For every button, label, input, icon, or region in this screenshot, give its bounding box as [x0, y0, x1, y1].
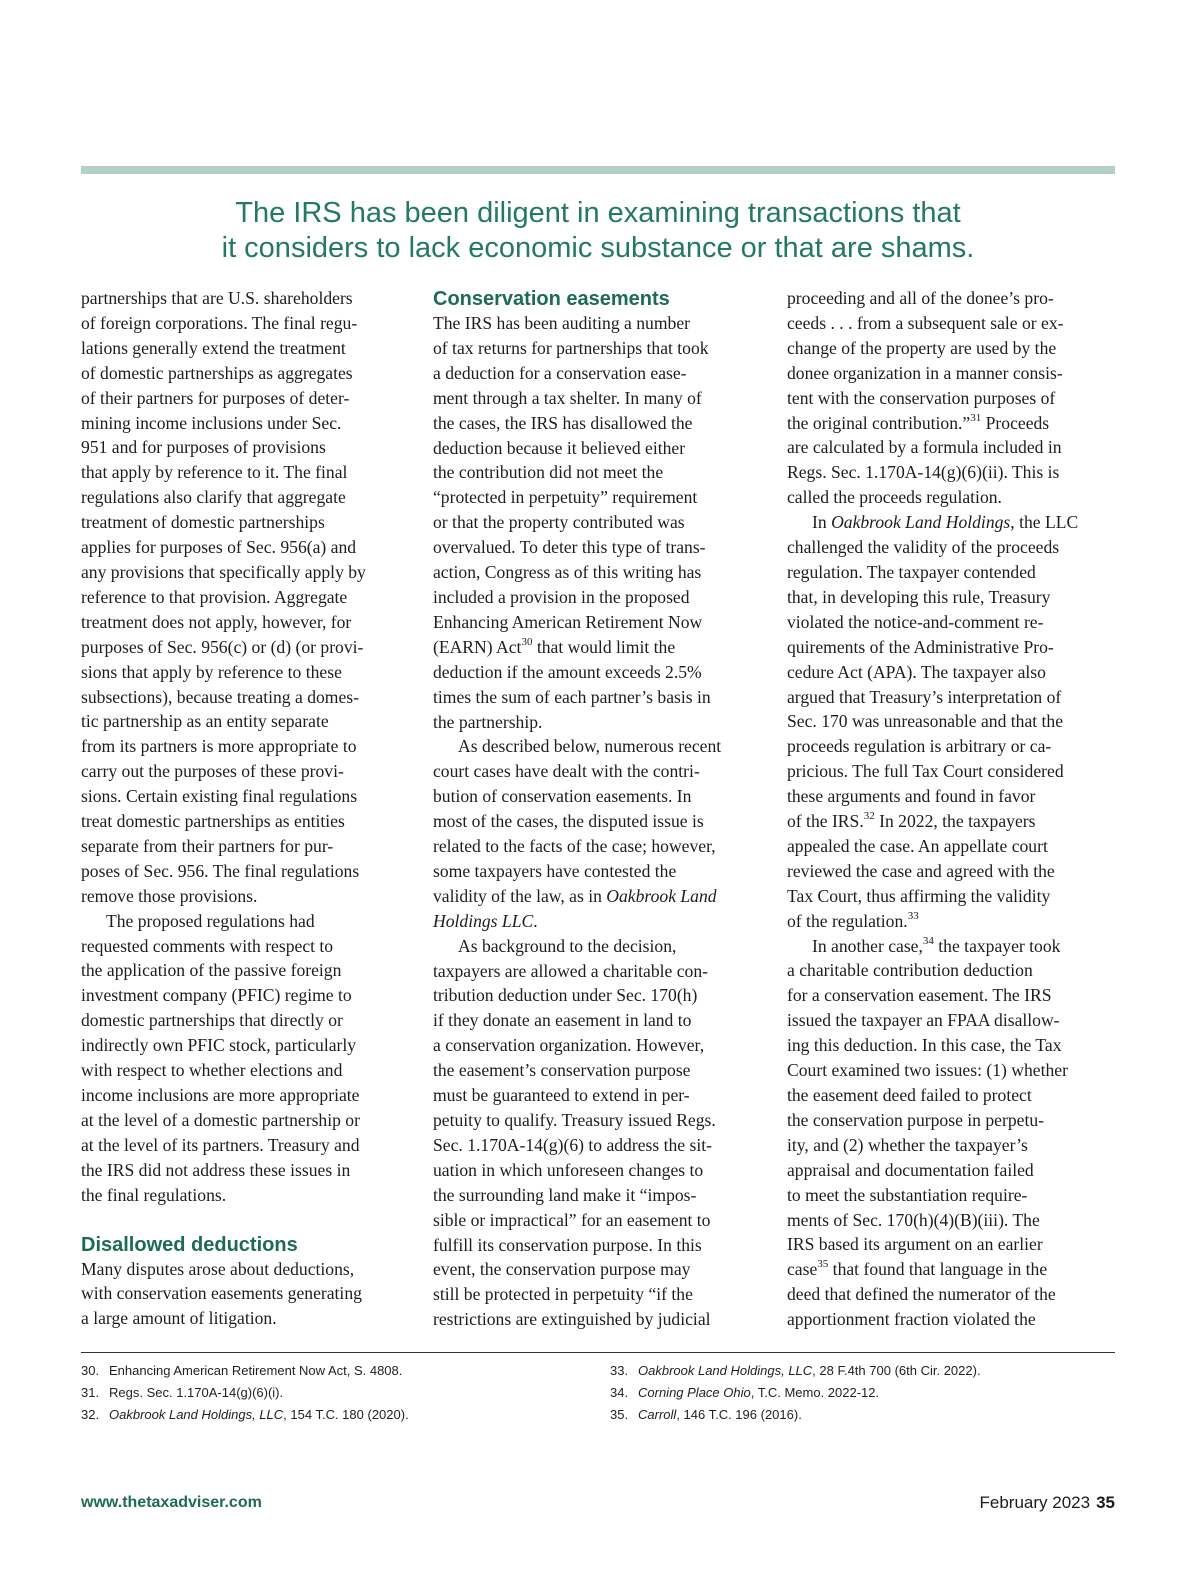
col2-line: the contribution did not meet the	[433, 462, 664, 483]
footnote-ref-32[interactable]: 32	[863, 810, 875, 823]
col2-line: As described below, numerous recent	[458, 736, 722, 757]
col3-line: ing this deduction. In this case, the Tax	[787, 1035, 1062, 1056]
column-2	[433, 286, 765, 1332]
col2-line: included a provision in the proposed	[433, 586, 690, 607]
col3-line: for a conservation easement. The IRS	[787, 985, 1052, 1006]
col3-line: cedure Act (APA). The taxpayer also	[787, 661, 1046, 682]
page-number: 35	[1096, 1493, 1115, 1512]
col2-line: “protected in perpetuity” requirement	[433, 487, 698, 508]
col1-paragraph-1: partnerships that are U.S. shareholders of foreign corporations. The final regu- lations generally extend the treatment of domestic partnerships as aggregates of their partners for purposes of deter- mining income inclusions under Sec. 951 and for purposes of provisions that apply by reference to it. The final regulations also clarify that aggregate treatment of domestic partnerships applies for purposes of Sec. 956(a) and any provisions that specifically apply by reference to that provision. Aggregate treatment does not apply, however, for purposes of Sec. 956(c) or (d) (or provi- sions that apply by reference to these subsections), because treating a domes- tic partnership as an entity separate from its partners is more appropriate to carry out the purposes of these provi- sions. Certain existing final regulations treat domestic partnerships as entities separate from their partners for pur- poses of Sec. 956. The final regulations remove those provisions.	[81, 288, 366, 906]
col2-line: (EARN) Act$^{30}$ that would limit the	[433, 635, 676, 657]
footnote-rule	[81, 1352, 1115, 1353]
column-1	[81, 286, 407, 1331]
col3-line: donee organization in a manner consis-	[787, 362, 1063, 383]
footnotes-right	[610, 1360, 1110, 1426]
col2-line: uation in which unforeseen changes to	[433, 1159, 704, 1180]
col2-line: must be guaranteed to extend in per-	[433, 1085, 690, 1106]
col2-line: Enhancing American Retirement Now	[433, 611, 703, 632]
col2-line: court cases have dealt with the contri-	[433, 761, 700, 782]
col3-line: of the IRS.$^{32}$ In 2022, the taxpayers	[787, 810, 1036, 832]
col3-line: ments of Sec. 170(h)(4)(B)(iii). The	[787, 1209, 1040, 1230]
footnote-34: 34. Corning Place Ohio, T.C. Memo. 2022-12.	[610, 1385, 880, 1400]
col2-line: the partnership.	[433, 711, 543, 732]
col2-line: the easement’s conservation purpose	[433, 1060, 691, 1081]
col3-line: change of the property are used by the	[787, 337, 1057, 358]
col2-line: The IRS has been auditing a number	[433, 313, 690, 333]
col3-line: Sec. 170 was unreasonable and that the	[787, 711, 1064, 732]
footnote-30: 30. Enhancing American Retirement Now Act, S. 4808.	[81, 1363, 403, 1378]
col2-line: event, the conservation purpose may	[433, 1259, 691, 1280]
col1-paragraph-3: Many disputes arose about deductions, with conservation easements generating a large amount of litigation.	[81, 1258, 362, 1329]
col3-line: In another case,$^{34}$ the taxpayer took	[812, 934, 1061, 956]
col3-line: a charitable contribution deduction	[787, 960, 1033, 981]
heading-disallowed-deductions: Disallowed deductions	[81, 1233, 298, 1256]
pull-quote-line-1: The IRS has been diligent in examining transactions that	[235, 197, 961, 229]
col3-line: proceeding and all of the donee’s pro-	[787, 288, 1054, 308]
footnote-32: 32. Oakbrook Land Holdings, LLC, 154 T.C. 180 (2020).	[81, 1407, 409, 1422]
col3-line: reviewed the case and agreed with the	[787, 860, 1055, 881]
col3-line: the conservation purpose in perpetu-	[787, 1109, 1044, 1130]
col3-line: Regs. Sec. 1.170A-14(g)(6)(ii). This is	[787, 462, 1060, 483]
col2-line: overvalued. To deter this type of trans-	[433, 537, 706, 558]
col3-line: called the proceeds regulation.	[787, 487, 1002, 508]
col2-line: the cases, the IRS has disallowed the	[433, 412, 693, 433]
col3-line: these arguments and found in favor	[787, 786, 1036, 807]
col2-line: bution of conservation easements. In	[433, 786, 692, 807]
col1-paragraph-2: The proposed regulations had requested comments with respect to the application of the passive foreign investment company (PFIC) regime to domestic partnerships that directly or indirectly own PFIC stock, particularly with respect to whether elections and income inclusions are more appropriate at the level of a domestic partnership or at the level of its partners. Treasury and the IRS did not address these issues in the final regulations.	[81, 910, 360, 1205]
col3-line: that, in developing this rule, Treasury	[787, 586, 1051, 607]
footer-website-link[interactable]: www.thetaxadviser.com	[81, 1494, 262, 1511]
col2-line: Holdings LLC.	[433, 910, 538, 931]
col2-line: sible or impractical” for an easement to	[433, 1209, 711, 1230]
col3-line: the easement deed failed to protect	[787, 1085, 1032, 1105]
col2-line: of tax returns for partnerships that took	[433, 337, 709, 358]
col2-line: action, Congress as of this writing has	[433, 562, 702, 583]
footer-date: February 2023	[979, 1493, 1091, 1512]
column-3	[787, 286, 1117, 1332]
footnote-ref-31[interactable]: 31	[970, 411, 982, 424]
top-rule	[81, 166, 1115, 174]
col3-line: tent with the conservation purposes of	[787, 387, 1056, 408]
col3-line: Court examined two issues: (1) whether	[787, 1060, 1068, 1081]
pull-quote	[81, 196, 1115, 266]
col3-line: IRS based its argument on an earlier	[787, 1234, 1043, 1255]
col3-line: proceeds regulation is arbitrary or ca-	[787, 736, 1052, 757]
col2-line: times the sum of each partner’s basis in	[433, 686, 711, 707]
col3-line: apportionment fraction violated the	[787, 1309, 1036, 1330]
col3-line: quirements of the Administrative Pro-	[787, 636, 1054, 657]
col2-line: if they donate an easement in land to	[433, 1010, 692, 1031]
col3-line: of the regulation.$^{33}$	[787, 909, 919, 931]
col3-line: issued the taxpayer an FPAA disallow-	[787, 1010, 1060, 1031]
col3-line: regulation. The taxpayer contended	[787, 561, 1036, 582]
col2-line: As background to the decision,	[458, 935, 677, 956]
col3-line: In Oakbrook Land Holdings, the LLC	[812, 512, 1079, 533]
col2-line: deduction because it believed either	[433, 437, 686, 458]
footnote-ref-30[interactable]: 30	[521, 635, 533, 648]
footnote-33: 33. Oakbrook Land Holdings, LLC, 28 F.4th 700 (6th Cir. 2022).	[610, 1363, 981, 1378]
col3-line: appealed the case. An appellate court	[787, 835, 1048, 856]
col2-line: Sec. 1.170A-14(g)(6) to address the sit-	[433, 1134, 712, 1155]
col3-line: are calculated by a formula included in	[787, 437, 1062, 458]
footnotes-left	[81, 1360, 581, 1426]
col2-line: a deduction for a conservation ease-	[433, 362, 687, 383]
col2-line: the surrounding land make it “impos-	[433, 1184, 697, 1205]
col2-line: tribution deduction under Sec. 170(h)	[433, 985, 698, 1006]
col2-line: or that the property contributed was	[433, 512, 685, 533]
col3-line: case$^{35}$ that found that language in the	[787, 1258, 1048, 1280]
col3-line: violated the notice-and-comment re-	[787, 611, 1044, 632]
pull-quote-line-2: it considers to lack economic substance or that are shams.	[221, 232, 975, 264]
col2-line: deduction if the amount exceeds 2.5%	[433, 661, 702, 682]
footnote-ref-34[interactable]: 34	[922, 934, 934, 947]
col2-line: most of the cases, the disputed issue is	[433, 811, 704, 832]
footnote-35: 35. Carroll, 146 T.C. 196 (2016).	[610, 1407, 802, 1422]
col2-line: still be protected in perpetuity “if the	[433, 1284, 693, 1305]
col2-line: some taxpayers have contested the	[433, 860, 677, 881]
col3-line: ity, and (2) whether the taxpayer’s	[787, 1134, 1028, 1155]
col3-line: ceeds . . . from a subsequent sale or ex-	[787, 312, 1064, 333]
col2-line: restrictions are extinguished by judicial	[433, 1309, 711, 1330]
heading-conservation-easements: Conservation easements	[433, 288, 670, 310]
col3-line: argued that Treasury’s interpretation of	[787, 686, 1062, 707]
col3-line: to meet the substantiation require-	[787, 1184, 1028, 1205]
col2-line: validity of the law, as in Oakbrook Land	[433, 885, 717, 906]
col3-line: Tax Court, thus affirming the validity	[787, 885, 1051, 906]
col2-line: petuity to qualify. Treasury issued Regs.	[433, 1110, 716, 1130]
footer-issue	[980, 1493, 1116, 1513]
col3-line: deed that defined the numerator of the	[787, 1284, 1056, 1305]
col3-line: the original contribution.”$^{31}$ Proceeds	[787, 411, 1050, 433]
col3-line: appraisal and documentation failed	[787, 1159, 1034, 1180]
col2-line: ment through a tax shelter. In many of	[433, 387, 702, 408]
col2-line: taxpayers are allowed a charitable con-	[433, 960, 708, 981]
col3-line: pricious. The full Tax Court considered	[787, 761, 1064, 782]
col2-line: a conservation organization. However,	[433, 1035, 705, 1056]
col2-line: related to the facts of the case; however,	[433, 836, 716, 857]
footnote-ref-33[interactable]: 33	[907, 909, 919, 922]
footnote-31: 31. Regs. Sec. 1.170A-14(g)(6)(i).	[81, 1385, 284, 1400]
col3-line: challenged the validity of the proceeds	[787, 537, 1060, 558]
col2-line: fulfill its conservation purpose. In this	[433, 1234, 702, 1255]
footnote-ref-35[interactable]: 35	[817, 1258, 829, 1271]
